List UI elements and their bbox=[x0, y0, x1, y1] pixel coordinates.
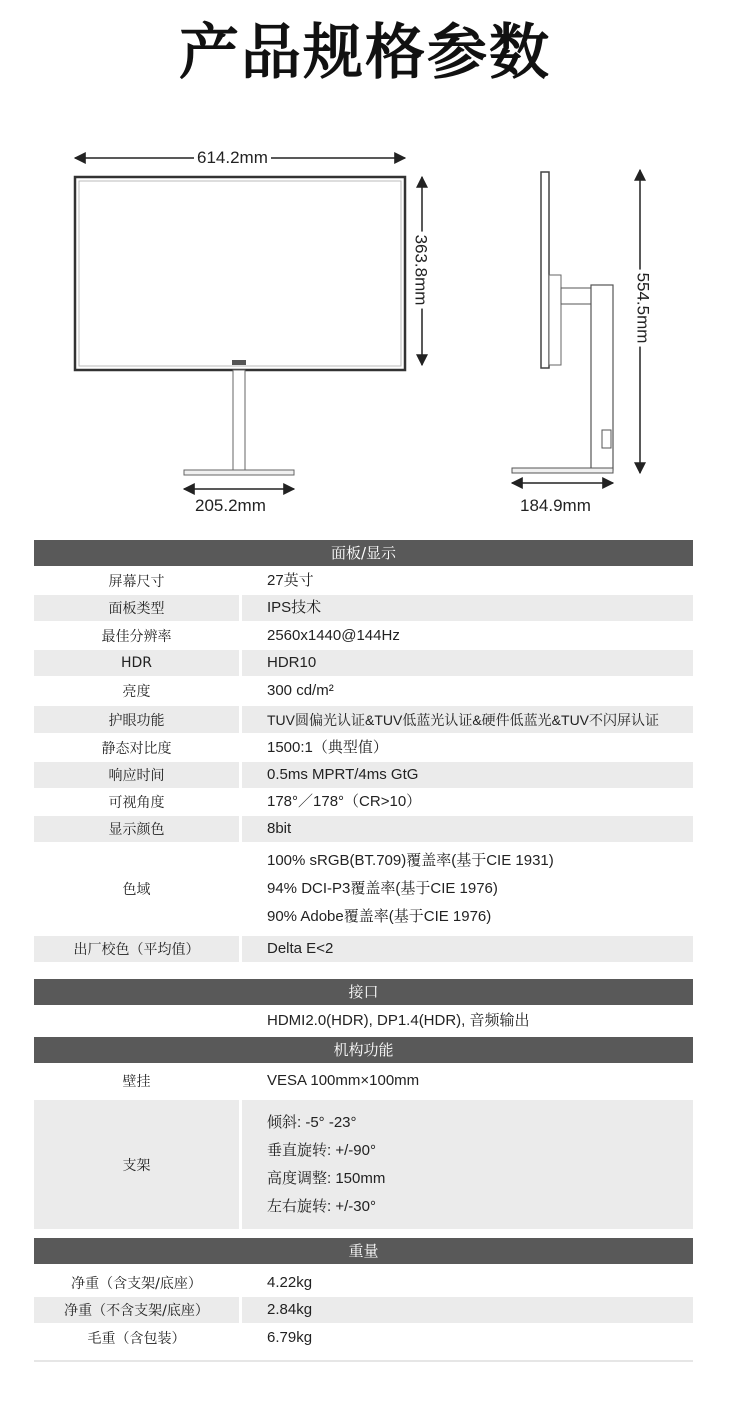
page-title: 产品规格参数 bbox=[179, 18, 551, 88]
spec-row bbox=[34, 1064, 693, 1098]
spec-label: 静态对比度 bbox=[101, 740, 172, 757]
spec-value: 6.79kg bbox=[267, 1329, 313, 1346]
spec-label: 屏幕尺寸 bbox=[108, 573, 165, 590]
section-header-weight: 重量 bbox=[34, 1238, 693, 1264]
spec-row bbox=[34, 622, 693, 649]
max-height-dimension: 554.5mm bbox=[632, 270, 652, 347]
spec-value: TUV圆偏光认证&TUV低蓝光认证&硬件低蓝光&TUV不闪屏认证 bbox=[242, 706, 693, 733]
spec-row bbox=[34, 650, 693, 676]
spec-label: 净重（含支架/底座） bbox=[71, 1275, 202, 1292]
spec-row bbox=[34, 706, 693, 733]
spec-value: 2.84kg bbox=[242, 1297, 693, 1323]
bottom-divider bbox=[34, 1360, 693, 1362]
spec-label: 壁挂 bbox=[122, 1074, 151, 1090]
spec-value: IPS技术 bbox=[242, 595, 693, 621]
spec-value: 178°／178°（CR>10） bbox=[267, 793, 422, 810]
spec-row bbox=[34, 1297, 693, 1323]
spec-value: Delta E<2 bbox=[242, 936, 693, 962]
spec-value: 300 cd/m² bbox=[267, 682, 334, 699]
height-dimension: 363.8mm bbox=[410, 232, 430, 309]
spec-row bbox=[34, 1269, 693, 1296]
spec-row bbox=[34, 936, 693, 962]
spec-row bbox=[34, 762, 693, 788]
spec-label: 显示颜色 bbox=[34, 816, 239, 842]
spec-label: 出厂校色（平均值） bbox=[34, 936, 239, 962]
spec-label bbox=[34, 1006, 239, 1036]
spec-value: 1500:1（典型值） bbox=[267, 738, 388, 756]
spec-row bbox=[34, 843, 693, 935]
spec-value: 27英寸 bbox=[267, 571, 314, 589]
spec-value: 8bit bbox=[242, 816, 693, 842]
spec-row bbox=[34, 1100, 693, 1229]
spec-value: 4.22kg bbox=[267, 1273, 313, 1291]
spec-row bbox=[34, 567, 693, 594]
spec-row bbox=[34, 789, 693, 815]
spec-value: 100% sRGB(BT.709)覆盖率(基于CIE 1931) 94% DCI-P3覆盖率(基于CIE 1976) 90% Adobe覆盖率(基于CIE 1976) bbox=[267, 852, 554, 925]
spec-row bbox=[34, 677, 693, 705]
dimension-diagram bbox=[0, 140, 730, 530]
spec-label: 护眼功能 bbox=[34, 706, 239, 733]
base-depth-dimension: 184.9mm bbox=[520, 496, 591, 515]
spec-row bbox=[34, 595, 693, 621]
spec-label: 亮度 bbox=[122, 684, 151, 700]
monitor-drawing bbox=[0, 140, 730, 530]
section-header-mechanics: 机构功能 bbox=[34, 1037, 693, 1063]
spec-row bbox=[34, 1006, 693, 1036]
width-dimension: 614.2mm bbox=[194, 148, 271, 168]
front-view bbox=[75, 158, 422, 489]
spec-value: 0.5ms MPRT/4ms GtG bbox=[242, 762, 693, 788]
section-header-panel: 面板/显示 bbox=[34, 540, 693, 566]
spec-label: 净重（不含支架/底座） bbox=[34, 1297, 239, 1323]
section-header-ports: 接口 bbox=[34, 979, 693, 1005]
spec-value: HDMI2.0(HDR), DP1.4(HDR), 音频输出 bbox=[267, 1012, 530, 1029]
spec-value: 倾斜: -5° -23° 垂直旋转: +/-90° 高度调整: 150mm 左右旋转: +/-30° bbox=[242, 1100, 693, 1229]
side-view bbox=[512, 170, 640, 483]
spec-label: 色域 bbox=[122, 882, 151, 898]
spec-label: 可视角度 bbox=[108, 795, 165, 811]
spec-row bbox=[34, 734, 693, 761]
base-width-dimension: 205.2mm bbox=[195, 496, 266, 515]
spec-label: 支架 bbox=[34, 1100, 239, 1229]
spec-row bbox=[34, 816, 693, 842]
spec-label: 面板类型 bbox=[34, 595, 239, 621]
spec-row bbox=[34, 1324, 693, 1352]
spec-label: 毛重（含包装） bbox=[87, 1331, 186, 1347]
spec-value: 2560x1440@144Hz bbox=[267, 626, 400, 644]
spec-label: 响应时间 bbox=[34, 762, 239, 788]
spec-value: HDR10 bbox=[242, 650, 693, 676]
spec-label: HDR bbox=[34, 650, 239, 676]
spec-label: 最佳分辨率 bbox=[101, 628, 172, 645]
spec-value: VESA 100mm×100mm bbox=[267, 1072, 420, 1089]
